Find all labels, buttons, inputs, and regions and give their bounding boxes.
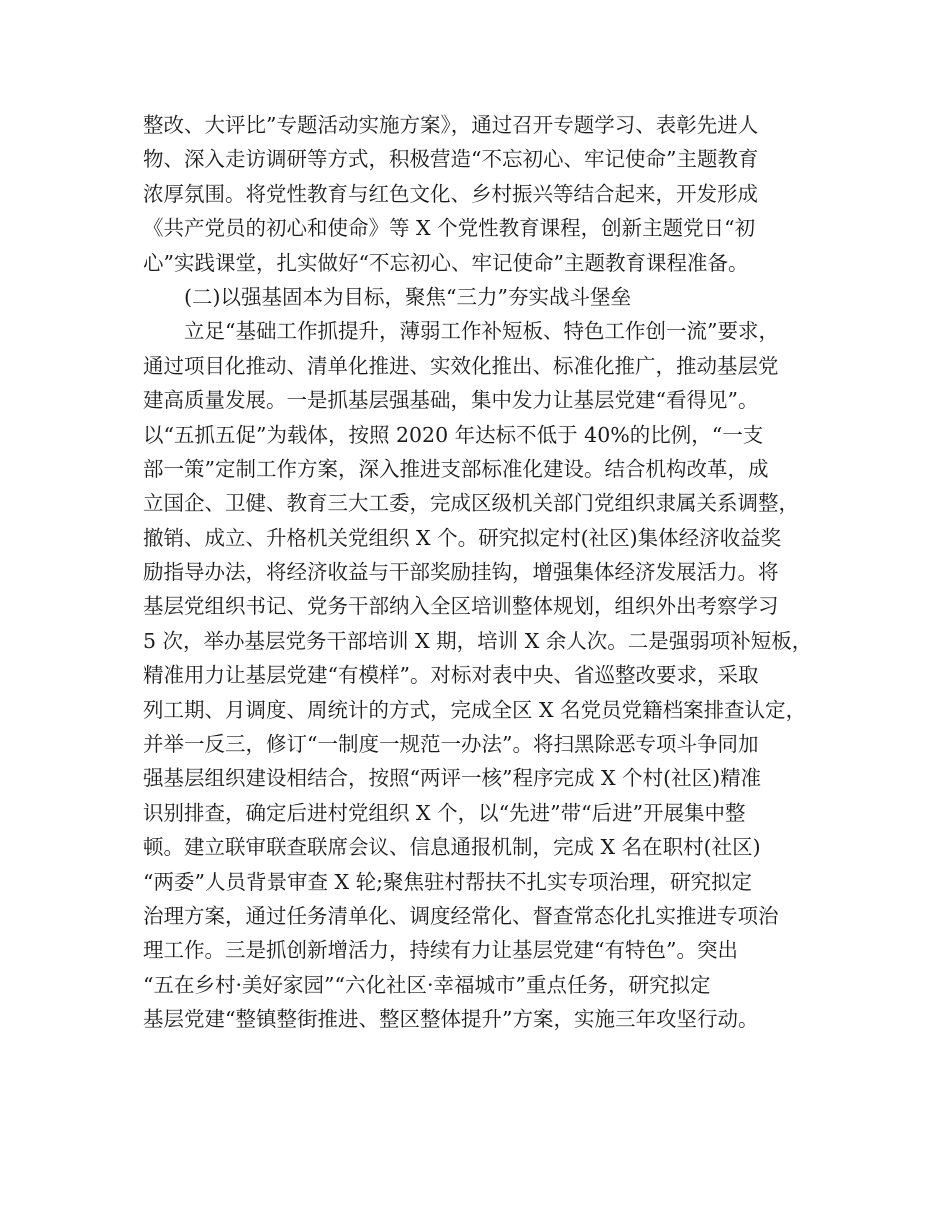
text-line-27: 基层党建“整镇整街推进、整区整体提升”方案，实施三年攻坚行动。 [143,1007,759,1032]
text-line-15: 基层党组织书记、党务干部纳入全区培训整体规划，组织外出考察学习 [143,594,779,619]
text-line-4: 《共产党员的初心和使命》等 X 个党性教育课程，创新主题党日“初 [143,216,756,241]
text-line-17: 精准用力让基层党建“有模样”。对标对表中央、省巡整改要求，采取 [143,663,759,688]
text-line-9: 建高质量发展。一是抓基层强基础，集中发力让基层党建“看得见”。 [143,388,759,413]
text-line-23: “两委”人员背景审查 X 轮;聚焦驻村帮扶不扎实专项治理，研究拟定 [143,869,752,894]
text-line-8: 通过项目化推动、清单化推进、实效化推出、标准化推广，推动基层党 [143,353,779,378]
text-line-3: 浓厚氛围。将党性教育与红色文化、乡村振兴等结合起来，开发形成 [143,181,758,206]
text-line-24: 治理方案，通过任务清单化、调度经常化、督查常态化扎实推进专项治 [143,903,779,928]
text-line-20: 强基层组织建设相结合，按照“两评一核”程序完成 X 个村(社区)精准 [143,766,762,791]
text-line-21: 识别排查，确定后进村党组织 X 个，以“先进”带“后进”开展集中整 [143,800,746,825]
text-line-12: 立国企、卫健、教育三大工委，完成区级机关部门党组织隶属关系调整， [143,491,799,516]
text-line-26: “五在乡村·美好家园”“六化社区·幸福城市”重点任务，研究拟定 [143,972,711,997]
text-line-1: 整改、大评比”专题活动实施方案》，通过召开专题学习、表彰先进人 [143,113,759,137]
text-line-5: 心”实践课堂，扎实做好“不忘初心、牢记使命”主题教育课程准备。 [143,250,749,275]
text-line-19: 并举一反三，修订“一制度一规范一办法”。将扫黑除恶专项斗争同加 [143,732,759,757]
text-line-16: 5 次，举办基层党务干部培训 X 期，培训 X 余人次。二是强弱项补短板， [143,628,813,653]
text-line-22: 顿。建立联审联查联席会议、信息通报机制，完成 X 名在职村(社区) [143,835,761,860]
section-heading: (二)以强基固本为目标，聚焦“三力”夯实战斗堡垒 [184,284,631,309]
text-line-11: 部一策”定制工作方案，深入推进支部标准化建设。结合机构改革，成 [143,456,769,481]
text-line-10: 以“五抓五促”为载体，按照 2020 年达标不低于 40%的比例，“一支 [143,422,764,447]
text-line-7: 立足“基础工作抓提升，薄弱工作补短板、特色工作创一流”要求， [184,319,779,344]
text-line-13: 撤销、成立、升格机关党组织 X 个。研究拟定村(社区)集体经济收益奖 [143,525,782,550]
text-line-25: 理工作。三是抓创新增活力，持续有力让基层党建“有特色”。突出 [143,938,738,963]
text-line-14: 励指导办法，将经济收益与干部奖励挂钩，增强集体经济发展活力。将 [143,560,779,585]
text-line-18: 列工期、月调度、周统计的方式，完成全区 X 名党员党籍档案排查认定， [143,697,807,722]
text-line-2: 物、深入走访调研等方式，积极营造“不忘初心、牢记使命”主题教育 [143,147,759,172]
document-body [143,108,813,1037]
